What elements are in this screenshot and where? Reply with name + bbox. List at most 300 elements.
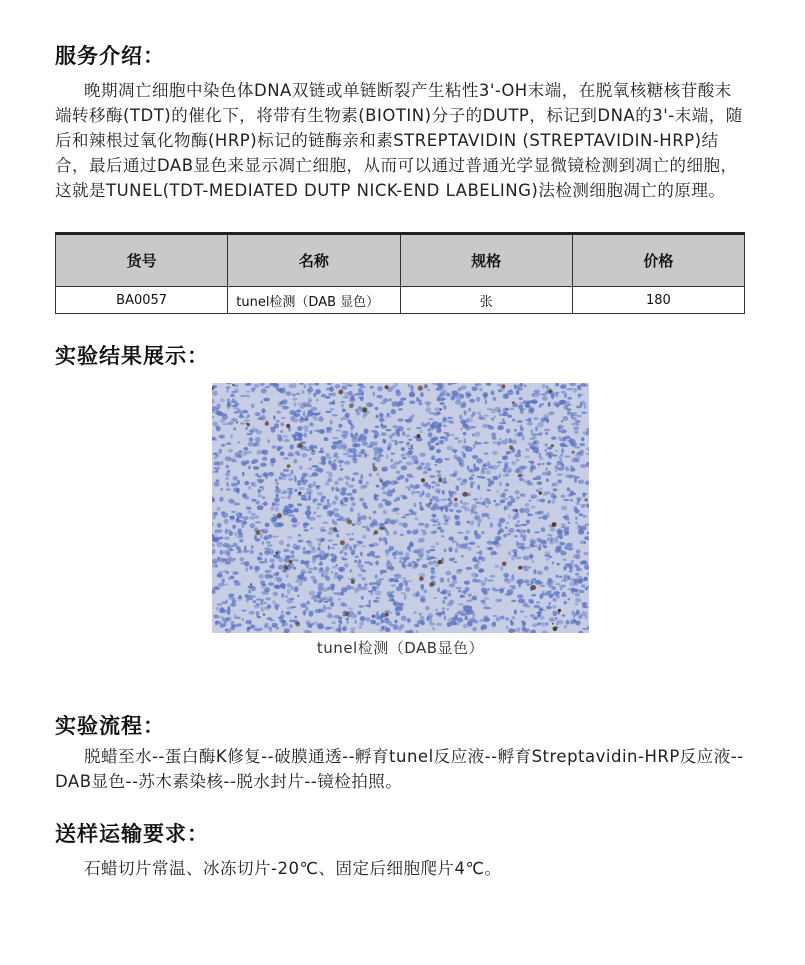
cell-nucleus <box>422 564 428 568</box>
cell-nucleus <box>447 417 453 419</box>
apoptotic-cell <box>512 401 514 403</box>
cell-nucleus <box>405 552 410 557</box>
cell-nucleus <box>247 415 250 417</box>
cell-nucleus <box>436 518 439 522</box>
cell-nucleus <box>506 429 510 434</box>
cell-nucleus <box>301 498 306 500</box>
apoptotic-cell <box>263 613 265 615</box>
cell-nucleus <box>231 511 236 513</box>
cell-nucleus <box>273 573 277 576</box>
cell-nucleus <box>491 390 495 395</box>
cell-nucleus <box>420 540 424 543</box>
cell-nucleus <box>491 432 496 437</box>
cell-nucleus <box>380 619 384 623</box>
cell-nucleus <box>432 486 434 489</box>
cell-nucleus <box>431 437 435 442</box>
apoptotic-cell <box>572 451 575 454</box>
cell-nucleus <box>459 394 464 399</box>
cell-nucleus <box>345 618 348 620</box>
cell-nucleus <box>248 611 254 615</box>
cell-nucleus <box>328 460 331 465</box>
cell-nucleus <box>402 577 406 580</box>
cell-nucleus <box>289 478 294 481</box>
cell-nucleus <box>303 547 306 550</box>
cell-nucleus <box>396 513 399 515</box>
cell-nucleus <box>341 504 348 507</box>
cell-nucleus <box>418 523 424 526</box>
cell-nucleus <box>364 453 366 458</box>
cell-nucleus <box>233 580 239 583</box>
cell-nucleus <box>356 541 359 544</box>
cell-nucleus <box>529 544 535 548</box>
cell-nucleus <box>515 490 520 494</box>
cell-nucleus <box>360 552 363 557</box>
cell-nucleus <box>241 610 247 612</box>
cell-nucleus <box>576 497 582 500</box>
cell-nucleus <box>313 417 317 421</box>
cell-nucleus <box>214 467 219 469</box>
cell-nucleus <box>477 476 483 478</box>
cell-nucleus <box>546 478 549 482</box>
cell-nucleus <box>303 411 305 417</box>
cell-nucleus <box>499 422 506 424</box>
cell-nucleus <box>526 520 530 524</box>
cell-nucleus <box>305 417 308 421</box>
apoptotic-cell <box>298 443 303 448</box>
cell-nucleus <box>492 437 497 440</box>
cell-nucleus <box>517 420 523 423</box>
cell-nucleus <box>443 417 447 421</box>
cell-nucleus <box>374 435 377 439</box>
cell-nucleus <box>358 388 362 391</box>
cell-nucleus <box>362 577 366 580</box>
cell-nucleus <box>369 473 372 476</box>
apoptotic-cell <box>584 498 587 501</box>
cell-nucleus <box>539 482 542 485</box>
header-item-number: 货号 <box>56 234 228 287</box>
cell-nucleus <box>454 455 458 458</box>
cell-nucleus <box>524 616 527 618</box>
cell-nucleus <box>558 429 560 432</box>
cell-nucleus <box>505 617 509 620</box>
cell-nucleus <box>575 453 581 458</box>
cell-nucleus <box>401 562 405 564</box>
cell-nucleus <box>331 621 336 624</box>
cell-nucleus <box>502 474 508 477</box>
cell-nucleus <box>274 423 279 428</box>
cell-nucleus <box>288 490 293 496</box>
cell-nucleus <box>583 515 587 517</box>
cell-nucleus <box>353 453 357 458</box>
cell-nucleus <box>426 524 429 527</box>
cell-nucleus <box>547 501 551 503</box>
cell-nucleus <box>261 607 264 612</box>
cell-nucleus <box>302 480 307 485</box>
cell-nucleus <box>323 522 329 524</box>
cell-nucleus <box>537 422 543 427</box>
cell-nucleus <box>266 590 269 595</box>
cell-nucleus <box>274 497 280 502</box>
cell-nucleus <box>567 408 571 411</box>
cell-nucleus <box>238 453 243 458</box>
cell-nucleus <box>357 452 363 454</box>
cell-nucleus <box>214 456 218 459</box>
cell-nucleus <box>528 417 532 422</box>
cell-nucleus <box>365 481 369 485</box>
cell-nucleus <box>430 506 436 510</box>
cell-nucleus <box>478 556 483 559</box>
cell-nucleus <box>310 527 313 529</box>
cell-nucleus <box>453 502 458 508</box>
cell-nucleus <box>229 559 235 562</box>
cell-nucleus <box>426 550 430 553</box>
cell-nucleus <box>534 605 540 608</box>
cell-nucleus <box>276 483 279 485</box>
cell-nucleus <box>446 608 449 610</box>
cell-nucleus <box>300 603 306 608</box>
apoptotic-cell <box>428 389 430 391</box>
cell-nucleus <box>309 422 313 426</box>
cell-nucleus <box>297 540 303 543</box>
cell-nucleus <box>584 577 588 581</box>
cell-nucleus <box>516 459 519 462</box>
cell-nucleus <box>391 433 395 436</box>
cell-nucleus <box>351 502 355 506</box>
cell-nucleus <box>476 397 480 402</box>
cell-nucleus <box>563 436 567 441</box>
cell-nucleus <box>544 444 547 447</box>
cell-nucleus <box>370 523 376 527</box>
cell-nucleus <box>583 541 586 544</box>
cell-nucleus <box>560 439 562 442</box>
cell-nucleus <box>242 493 247 498</box>
cell-nucleus <box>229 597 235 600</box>
cell-nucleus <box>318 416 323 421</box>
cell-nucleus <box>579 450 584 453</box>
cell-nucleus <box>308 495 311 500</box>
cell-nucleus <box>314 621 318 625</box>
cell-nucleus <box>479 502 482 505</box>
cell-nucleus <box>451 495 454 498</box>
cell-nucleus <box>308 624 312 628</box>
cell-nucleus <box>313 393 316 397</box>
cell-nucleus <box>534 440 540 446</box>
cell-nucleus <box>338 617 342 620</box>
cell-nucleus <box>535 450 539 453</box>
cell-nucleus <box>216 407 219 413</box>
cell-nucleus <box>556 591 560 593</box>
cell-nucleus <box>567 576 570 581</box>
cell-nucleus <box>521 524 527 526</box>
cell-nucleus <box>514 429 517 432</box>
cell-nucleus <box>325 482 330 486</box>
cell-nucleus <box>444 549 447 552</box>
cell-nucleus <box>304 529 309 531</box>
cell-nucleus <box>386 618 388 621</box>
cell-nucleus <box>287 495 291 499</box>
cell-nucleus <box>399 583 403 588</box>
cell-nucleus <box>505 408 509 411</box>
cell-nucleus <box>336 429 341 431</box>
cell-nucleus <box>404 595 407 600</box>
cell-nucleus <box>394 499 397 502</box>
cell-nucleus <box>571 591 574 594</box>
cell-spec: 张 <box>400 287 572 314</box>
apoptotic-cell <box>260 486 262 488</box>
cell-nucleus <box>313 512 316 515</box>
cell-nucleus <box>274 603 280 608</box>
cell-nucleus <box>457 478 462 481</box>
cell-nucleus <box>525 503 530 507</box>
cell-nucleus <box>443 597 447 600</box>
cell-nucleus <box>492 476 498 481</box>
cell-nucleus <box>365 617 370 622</box>
cell-nucleus <box>286 611 291 615</box>
cell-nucleus <box>578 615 582 619</box>
cell-nucleus <box>271 506 274 511</box>
cell-nucleus <box>529 500 531 502</box>
cell-nucleus <box>556 594 560 598</box>
cell-nucleus <box>532 393 535 397</box>
cell-nucleus <box>323 596 328 600</box>
cell-nucleus <box>265 597 271 600</box>
cell-nucleus <box>574 506 577 509</box>
cell-nucleus <box>386 531 389 536</box>
cell-nucleus <box>316 594 320 598</box>
cell-nucleus <box>542 515 547 520</box>
cell-nucleus <box>582 628 587 630</box>
cell-nucleus <box>303 551 307 553</box>
cell-nucleus <box>398 426 404 432</box>
cell-nucleus <box>511 555 515 560</box>
cell-nucleus <box>534 392 541 394</box>
cell-nucleus <box>297 453 301 456</box>
cell-nucleus <box>251 388 256 391</box>
cell-nucleus <box>225 456 232 461</box>
cell-nucleus <box>574 476 580 478</box>
cell-nucleus <box>345 413 350 418</box>
cell-nucleus <box>343 625 347 631</box>
cell-nucleus <box>547 447 553 449</box>
cell-nucleus <box>506 451 511 454</box>
cell-nucleus <box>498 599 502 602</box>
cell-nucleus <box>508 438 512 443</box>
cell-nucleus <box>440 440 444 445</box>
cell-nucleus <box>471 508 476 513</box>
cell-nucleus <box>553 488 558 491</box>
cell-nucleus <box>317 624 324 629</box>
cell-nucleus <box>329 386 333 392</box>
cell-nucleus <box>344 563 349 568</box>
apoptotic-cell <box>429 502 432 505</box>
cell-nucleus <box>560 551 566 555</box>
apoptotic-cell <box>289 560 293 564</box>
cell-nucleus <box>536 538 541 542</box>
cell-nucleus <box>443 405 447 410</box>
cell-nucleus <box>436 470 441 473</box>
cell-nucleus <box>533 401 538 403</box>
cell-nucleus <box>484 453 489 455</box>
cell-nucleus <box>402 580 405 582</box>
cell-nucleus <box>441 389 448 393</box>
cell-nucleus <box>261 450 265 454</box>
cell-nucleus <box>514 384 517 389</box>
cell-nucleus <box>254 535 257 540</box>
cell-nucleus <box>328 393 332 395</box>
cell-nucleus <box>483 392 489 397</box>
cell-nucleus <box>415 517 419 520</box>
cell-nucleus <box>464 581 470 585</box>
cell-nucleus <box>490 575 496 578</box>
cell-nucleus <box>283 469 289 472</box>
cell-nucleus <box>468 469 473 472</box>
cell-nucleus <box>508 552 511 556</box>
cell-nucleus <box>478 569 482 573</box>
cell-nucleus <box>530 614 535 617</box>
cell-nucleus <box>261 388 267 393</box>
cell-nucleus <box>230 576 234 580</box>
cell-nucleus <box>339 568 342 572</box>
cell-nucleus <box>340 468 343 471</box>
cell-nucleus <box>241 562 247 565</box>
cell-nucleus <box>362 441 368 446</box>
cell-nucleus <box>427 485 432 490</box>
cell-nucleus <box>469 542 476 545</box>
cell-nucleus <box>359 622 364 626</box>
cell-nucleus <box>342 434 347 439</box>
cell-nucleus <box>412 530 418 535</box>
cell-nucleus <box>326 472 333 474</box>
cell-nucleus <box>313 481 315 486</box>
cell-nucleus <box>502 419 505 421</box>
cell-nucleus <box>214 615 220 619</box>
cell-nucleus <box>528 409 534 414</box>
cell-nucleus <box>334 452 338 457</box>
cell-nucleus <box>331 547 335 549</box>
cell-nucleus <box>520 494 526 498</box>
cell-nucleus <box>350 627 356 630</box>
cell-nucleus <box>215 565 218 567</box>
cell-nucleus <box>254 515 259 518</box>
cell-nucleus <box>277 436 282 441</box>
cell-nucleus <box>484 498 490 502</box>
cell-nucleus <box>227 613 230 615</box>
cell-nucleus <box>553 495 557 499</box>
workflow-description: 脱蜡至水--蛋白酶K修复--破膜通透--孵育tunel反应液--孵育Streptavidin-HRP反应液-- DAB显色--苏木素染核--脱水封片--镜检拍照。 <box>55 747 744 791</box>
cell-nucleus <box>527 480 530 484</box>
cell-nucleus <box>420 392 424 397</box>
cell-nucleus <box>558 480 562 484</box>
cell-nucleus <box>549 617 555 622</box>
cell-nucleus <box>242 520 248 525</box>
cell-nucleus <box>482 501 486 505</box>
cell-nucleus <box>542 493 547 495</box>
cell-nucleus <box>570 490 574 496</box>
cell-nucleus <box>497 441 501 445</box>
cell-nucleus <box>484 415 489 417</box>
cell-nucleus <box>546 385 549 388</box>
header-name: 名称 <box>228 234 400 287</box>
apoptotic-cell <box>551 444 554 447</box>
cell-nucleus <box>394 440 398 445</box>
apoptotic-cell <box>299 492 302 495</box>
cell-nucleus <box>387 413 390 416</box>
cell-nucleus <box>469 520 474 525</box>
cell-nucleus <box>538 547 542 550</box>
cell-nucleus <box>484 597 490 600</box>
cell-nucleus <box>425 493 431 498</box>
cell-nucleus <box>401 465 408 470</box>
cell-nucleus <box>509 496 513 499</box>
cell-nucleus <box>567 598 570 600</box>
cell-nucleus <box>454 470 458 475</box>
cell-nucleus <box>393 531 397 535</box>
cell-nucleus <box>453 561 457 563</box>
cell-nucleus <box>376 485 380 488</box>
cell-nucleus <box>419 613 422 616</box>
cell-nucleus <box>217 461 220 465</box>
cell-nucleus <box>472 455 478 459</box>
cell-nucleus <box>362 535 366 539</box>
cell-nucleus <box>317 503 323 506</box>
cell-nucleus <box>401 454 406 457</box>
cell-nucleus <box>485 505 489 508</box>
cell-nucleus <box>358 479 362 484</box>
cell-nucleus <box>340 517 346 521</box>
cell-nucleus <box>359 626 362 628</box>
cell-nucleus <box>573 554 578 558</box>
cell-nucleus <box>573 616 575 618</box>
cell-nucleus <box>461 555 464 557</box>
cell-nucleus <box>565 403 571 406</box>
cell-nucleus <box>465 448 468 452</box>
cell-nucleus <box>246 433 253 435</box>
cell-nucleus <box>354 588 358 593</box>
cell-nucleus <box>329 474 333 477</box>
cell-nucleus <box>571 413 574 419</box>
cell-nucleus <box>452 575 457 579</box>
cell-nucleus <box>219 435 225 439</box>
cell-nucleus <box>308 484 314 488</box>
cell-nucleus <box>329 627 334 629</box>
cell-nucleus <box>472 578 477 582</box>
cell-nucleus <box>242 618 245 621</box>
cell-nucleus <box>245 427 247 430</box>
cell-nucleus <box>262 473 268 477</box>
cell-nucleus <box>579 443 585 446</box>
cell-nucleus <box>295 438 301 441</box>
cell-nucleus <box>472 412 476 416</box>
cell-nucleus <box>319 462 324 465</box>
cell-nucleus <box>256 430 263 435</box>
cell-nucleus <box>512 419 516 422</box>
cell-nucleus <box>376 584 380 586</box>
cell-nucleus <box>341 385 347 389</box>
apoptotic-cell <box>374 530 378 534</box>
cell-nucleus <box>466 521 469 524</box>
cell-nucleus <box>392 488 395 493</box>
cell-nucleus <box>422 490 425 495</box>
cell-nucleus <box>432 513 437 518</box>
cell-nucleus <box>360 616 366 621</box>
cell-nucleus <box>394 620 397 624</box>
cell-nucleus <box>317 547 320 551</box>
cell-nucleus <box>481 581 486 586</box>
cell-nucleus <box>351 550 355 555</box>
cell-nucleus <box>531 495 535 500</box>
cell-nucleus <box>334 513 339 518</box>
cell-nucleus <box>398 418 404 422</box>
